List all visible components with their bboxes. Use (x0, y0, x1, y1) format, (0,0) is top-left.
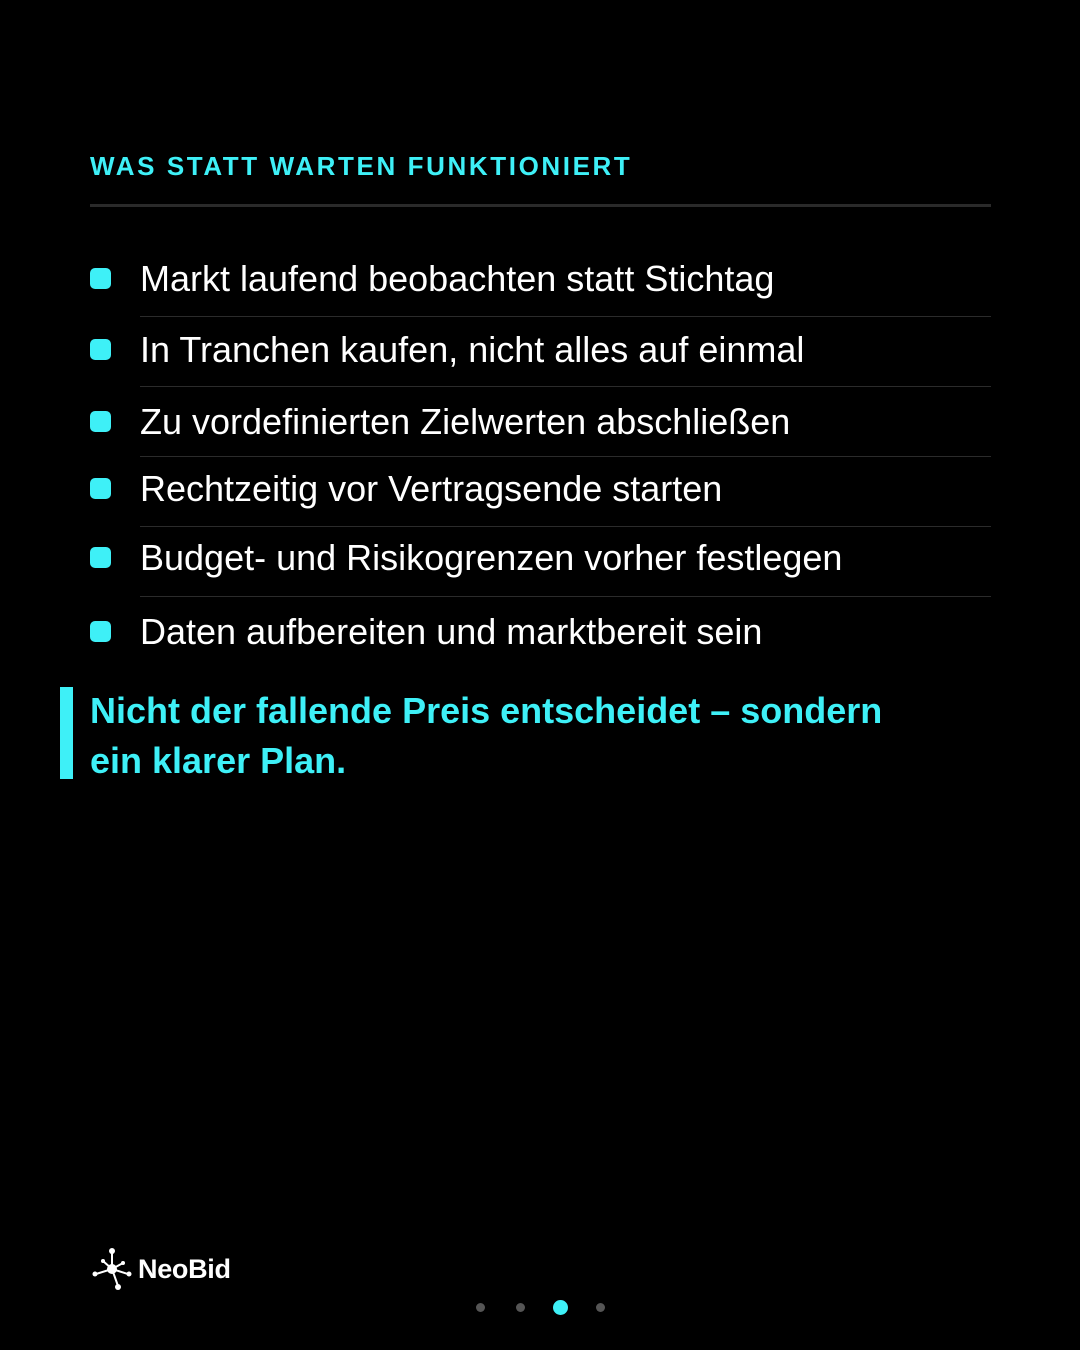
square-bullet-icon (90, 411, 111, 432)
list-item (90, 469, 991, 509)
page-dot-active[interactable] (553, 1300, 568, 1315)
list-item-text: Zu vordefinierten Zielwerten abschließen (140, 401, 791, 442)
page-dot[interactable] (516, 1303, 525, 1312)
list-divider (140, 456, 991, 457)
pagination-dots (470, 1298, 610, 1316)
list-item-text: Rechtzeitig vor Vertragsende starten (140, 468, 723, 509)
list-divider (140, 526, 991, 527)
list-item (90, 259, 991, 299)
square-bullet-icon (90, 621, 111, 642)
list-divider (140, 316, 991, 317)
square-bullet-icon (90, 547, 111, 568)
list-item (90, 330, 991, 370)
list-item-text: Markt laufend beobachten statt Stichtag (140, 258, 775, 299)
slide-heading: WAS STATT WARTEN FUNKTIONIERT (90, 151, 633, 181)
list-divider (140, 386, 991, 387)
square-bullet-icon (90, 339, 111, 360)
pull-quote (90, 686, 970, 786)
list-item-text: Budget- und Risikogrenzen vorher festlegen (140, 537, 843, 578)
list-item-text: In Tranchen kaufen, nicht alles auf einmal (140, 329, 805, 370)
brand-name: NeoBid (138, 1254, 231, 1284)
heading-divider (90, 204, 991, 207)
list-item (90, 538, 991, 578)
pull-quote-line: ein klarer Plan. (90, 740, 347, 781)
molecule-network-icon (92, 1247, 132, 1291)
square-bullet-icon (90, 478, 111, 499)
list-item (90, 612, 991, 652)
pull-quote-line: Nicht der fallende Preis entscheidet – sondern (90, 690, 883, 731)
square-bullet-icon (90, 268, 111, 289)
brand-logo (92, 1247, 231, 1291)
page-dot[interactable] (476, 1303, 485, 1312)
list-item (90, 402, 991, 442)
list-item-text: Daten aufbereiten und marktbereit sein (140, 611, 763, 652)
quote-accent-bar (60, 687, 73, 779)
list-divider (140, 596, 991, 597)
page-dot[interactable] (596, 1303, 605, 1312)
